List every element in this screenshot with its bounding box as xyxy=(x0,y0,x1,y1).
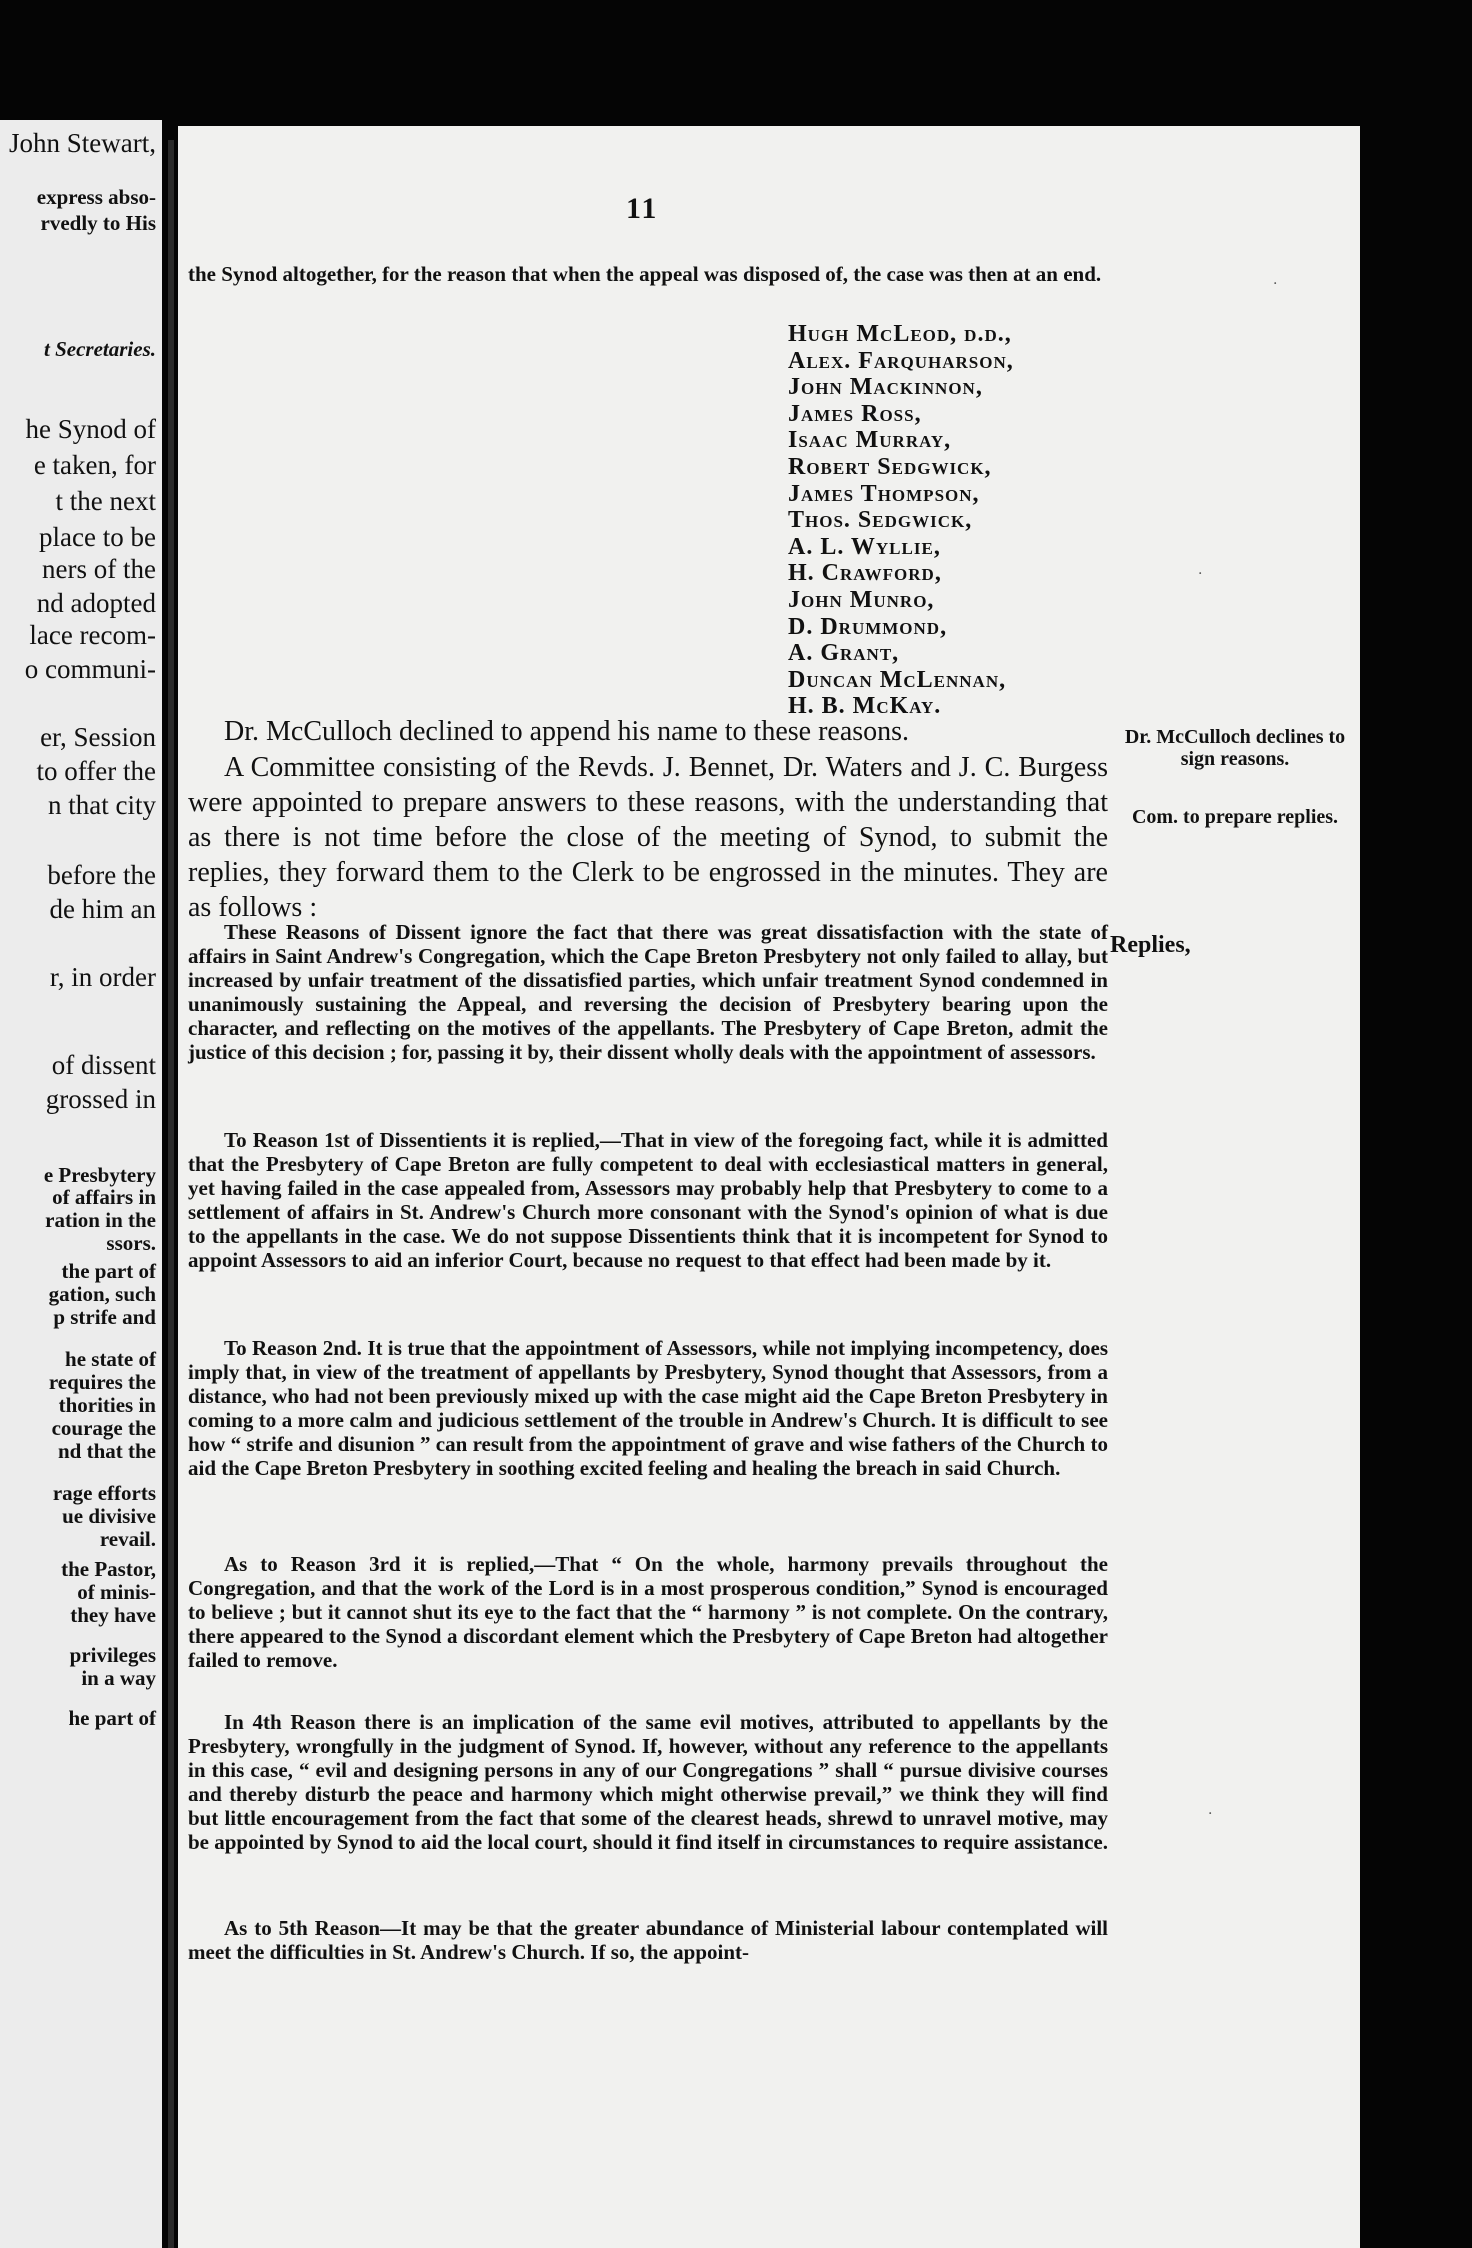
previous-page-line: de him an xyxy=(49,894,156,924)
signature: John Munro, xyxy=(788,586,935,613)
signature: John Mackinnon, xyxy=(788,374,983,401)
signature: H. B. McKay. xyxy=(788,693,942,720)
previous-page-line: t the next xyxy=(55,486,156,516)
previous-page-line: ration in the xyxy=(45,1208,156,1232)
previous-page-line: place to be xyxy=(39,522,156,552)
reply-paragraph: In 4th Reason there is an implication of the same evil motives, attributed to appellants by the Presbytery, wrongfully in the judgment of Synod. If, however, without any reference to the appellants in this case, “ evil and designing persons in any of our Congregations ” shall “ pursue divisive courses and thereby disturb the peace and harmony which might otherwise prevail,” we think they will find but little encouragement from the fact that some of the clearest heads, shrewd to unravel motive, may be appointed by Synod to aid the local court, should it find itself in circumstances to require assistance. xyxy=(188,1710,1108,1854)
signature-block xyxy=(788,321,1014,720)
previous-page-line: gation, such xyxy=(48,1282,156,1306)
print-speck: · xyxy=(1273,276,1278,292)
signature: Robert Sedgwick, xyxy=(788,453,992,480)
previous-page-line: of dissent xyxy=(51,1050,156,1080)
previous-page-line: he part of xyxy=(68,1706,156,1730)
signature: Hugh McLeod, d.d., xyxy=(788,321,1012,347)
document-page xyxy=(178,126,1360,2248)
previous-page-line: express abso- xyxy=(36,185,156,209)
reply-paragraph: To Reason 1st of Dissentients it is replied,—That in view of the foregoing fact, while it is admitted that the Presbytery of Cape Breton are fully competent to deal with ecclesiastical matters in general, yet having failed in the case appealed from, Assessors may probably help that Presbytery to come to a settlement of affairs in St. Andrew's Church more consonant with the Synod's opinion of what is due to the appellants in the case. We do not suppose Dissentients think that it is incompetent for Synod to appoint Assessors to aid an inferior Court, because no request to that effect had been made by it. xyxy=(188,1128,1108,1272)
previous-page-line: ners of the xyxy=(42,554,156,584)
previous-page-line: courage the xyxy=(51,1416,156,1440)
signature: D. Drummond, xyxy=(788,613,948,640)
reply-paragraph: As to Reason 3rd it is replied,—That “ On the whole, harmony prevails throughout the Congregation, and that the work of the Lord is in a most prosperous condition,” Synod is encouraged to believe ; but it cannot shut its eye to the fact that the “ harmony ” is not complete. On the contrary, there appeared to the Synod a discordant element which the Presbytery of Cape Breton had altogether failed to remove. xyxy=(188,1552,1108,1672)
previous-page-line: in a way xyxy=(81,1666,156,1690)
previous-page-line: n that city xyxy=(48,790,156,820)
previous-page-line: they have xyxy=(70,1603,156,1627)
previous-page-line: of minis- xyxy=(77,1580,156,1604)
previous-page-line: the part of xyxy=(61,1259,156,1283)
signature: Alex. Farquharson, xyxy=(788,347,1014,374)
reply-paragraph: To Reason 2nd. It is true that the appointment of Assessors, while not implying incompetency, does imply that, in view of the treatment of appellants by Presbytery, Synod thought that Assessors, from a distance, who had not been previously mixed up with the case might aid the Cape Breton Presbytery in coming to a more calm and judicious settlement of the trouble in Andrew's Church. It is difficult to see how “ strife and disunion ” can result from the appointment of grave and wise fathers of the Church to aid the Cape Breton Presbytery in soothing excited feeling and healing the breach in said Church. xyxy=(188,1336,1108,1480)
previous-page-line: the Pastor, xyxy=(61,1557,156,1581)
committee-paragraph: A Committee consisting of the Revds. J. Bennet, Dr. Waters and J. C. Burgess were appointed to prepare answers to these reasons, with the understanding that as there is not time before the close of the meeting of Synod, to submit the replies, they forward them to the Clerk to be engrossed in the minutes. They are as follows : xyxy=(188,752,1108,923)
previous-page-line: rage efforts xyxy=(52,1481,156,1505)
previous-page-line: p strife and xyxy=(53,1305,156,1329)
print-speck: · xyxy=(1208,1806,1213,1822)
previous-page-line: er, Session xyxy=(40,722,156,752)
previous-page-line: t Secretaries. xyxy=(44,337,156,361)
signature: Isaac Murray, xyxy=(788,427,952,454)
previous-page-line: e Presbytery xyxy=(43,1163,156,1187)
previous-page-line: he state of xyxy=(65,1347,156,1371)
previous-page-line: before the xyxy=(47,860,156,890)
previous-page-line: revail. xyxy=(99,1527,156,1551)
previous-page-line: requires the xyxy=(48,1370,156,1394)
signature: A. L. Wyllie, xyxy=(788,533,941,560)
reply-paragraph: As to 5th Reason—It may be that the greater abundance of Ministerial labour contemplated will meet the difficulties in St. Andrew's Church. If so, the appoint- xyxy=(188,1916,1108,1964)
signature: Duncan McLennan, xyxy=(788,666,1007,693)
column-rule xyxy=(168,140,174,2248)
page-number: 11 xyxy=(626,192,659,225)
previous-page-line: John Stewart, xyxy=(9,128,156,158)
previous-page-line: lace recom- xyxy=(29,620,156,650)
previous-page-line: grossed in xyxy=(45,1084,156,1114)
previous-page-line: of affairs in xyxy=(52,1185,156,1209)
signature: James Ross, xyxy=(788,400,922,427)
margin-note-committee: Com. to prepare replies. xyxy=(1131,806,1339,828)
previous-page-fragment xyxy=(0,120,162,2248)
previous-page-line: ssors. xyxy=(106,1231,156,1255)
opening-text: the Synod altogether, for the reason that when the appeal was disposed of, the case was then at an end. xyxy=(188,262,1102,286)
margin-note-declines: Dr. McCulloch declines to sign reasons. xyxy=(1124,726,1346,770)
previous-page-line: o communi- xyxy=(24,654,156,684)
previous-page-line: nd that the xyxy=(57,1439,156,1463)
previous-page-line: he Synod of xyxy=(25,414,156,444)
previous-page-line: rvedly to His xyxy=(40,211,156,235)
signature: James Thompson, xyxy=(788,480,980,507)
previous-page-line: ue divisive xyxy=(62,1504,156,1528)
margin-note-replies: Replies, xyxy=(1110,932,1191,958)
signature: H. Crawford, xyxy=(788,560,942,587)
previous-page-line: to offer the xyxy=(36,756,156,786)
declined-paragraph: Dr. McCulloch declined to append his name to these reasons. xyxy=(224,716,910,747)
previous-page-line: e taken, for xyxy=(33,450,156,480)
signature: Thos. Sedgwick, xyxy=(788,507,973,534)
previous-page-line: privileges xyxy=(69,1643,156,1667)
previous-page-line: r, in order xyxy=(49,962,156,992)
previous-page-line: nd adopted xyxy=(36,588,156,618)
print-speck: · xyxy=(1198,566,1203,582)
signature: A. Grant, xyxy=(788,640,900,667)
reply-paragraph: These Reasons of Dissent ignore the fact that there was great dissatisfaction with the state of affairs in Saint Andrew's Congregation, which the Cape Breton Presbytery not only failed to allay, but increased by unfair treatment of the dissatisfied parties, which unfair treatment Synod condemned in unanimously sustaining the Appeal, and reversing the decision of Presbytery bearing upon the character, and reflecting on the motives of the appellants. The Presbytery of Cape Breton, admit the justice of this decision ; for, passing it by, their dissent wholly deals with the appointment of assessors. xyxy=(188,920,1108,1064)
previous-page-line: thorities in xyxy=(58,1393,156,1417)
